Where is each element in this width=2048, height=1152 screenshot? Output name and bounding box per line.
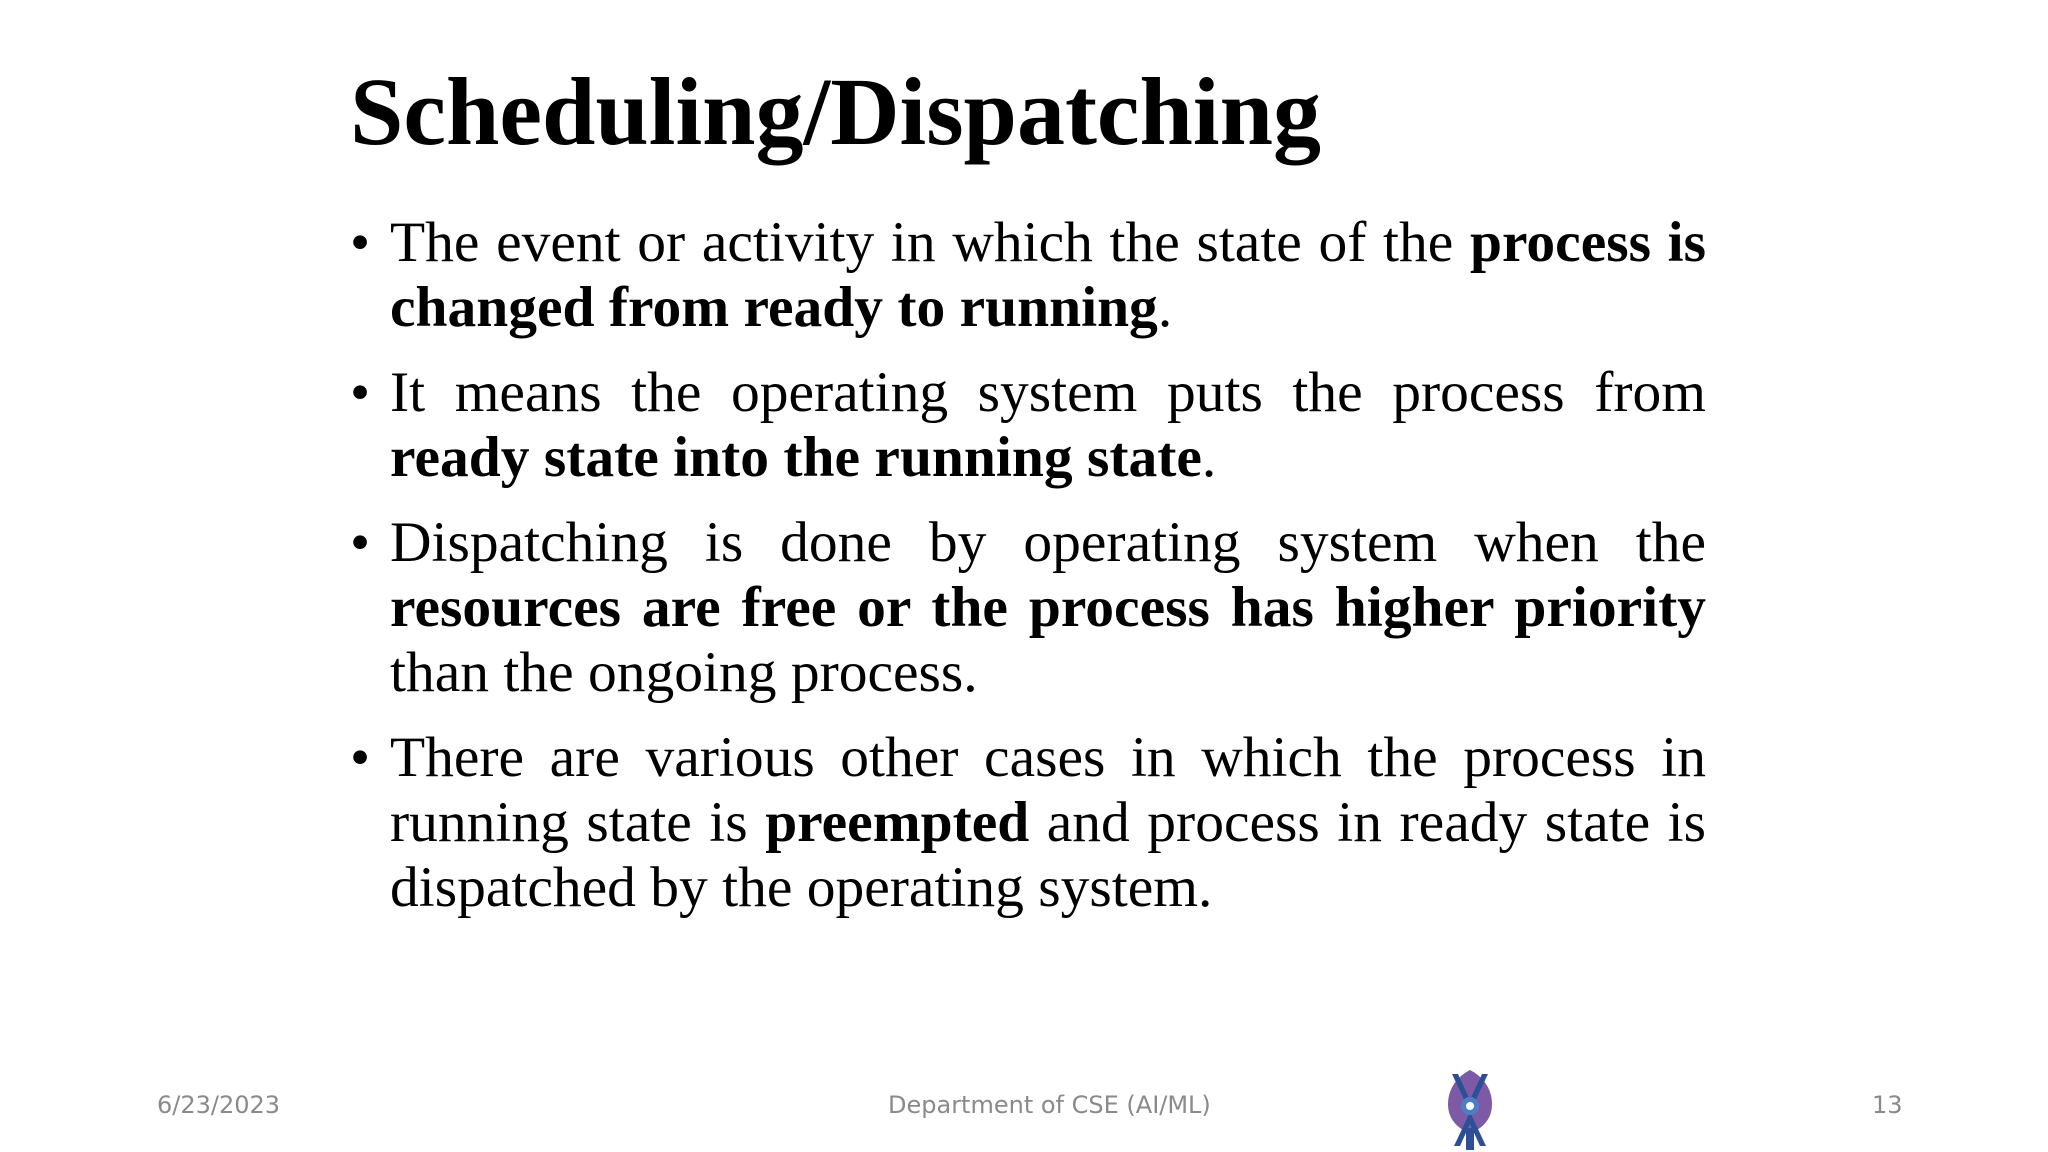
bullet-list xyxy=(350,210,1706,940)
bullet-bold-run: process is changed from ready to running xyxy=(390,211,1706,339)
bullet-text-run: The event or activity in which the state of the xyxy=(390,211,1470,274)
bullet-item xyxy=(350,360,1706,490)
bullet-text-run: Dispatching is done by operating system when the xyxy=(390,511,1706,574)
bullet-marker: • xyxy=(350,511,371,574)
bullet-bold-run: ready state into the running state xyxy=(390,426,1202,489)
bullet-text xyxy=(390,361,1706,489)
bullet-text xyxy=(390,211,1706,339)
bullet-text-run: and process in ready state is dispatched by the operating system. xyxy=(390,791,1706,919)
bullet-item xyxy=(350,210,1706,340)
bullet-text-run: . xyxy=(1201,426,1217,489)
footer-department: Department of CSE (AI/ML) xyxy=(888,1091,1211,1119)
bullet-bold-run: preempted xyxy=(765,791,1030,854)
institution-logo-icon xyxy=(1444,1068,1496,1152)
bullet-bold-run: resources are free or the process has higher priority xyxy=(390,576,1706,639)
slide-number: 13 xyxy=(1872,1091,1903,1119)
bullet-marker: • xyxy=(350,726,371,789)
bullet-item xyxy=(350,725,1706,920)
bullet-text xyxy=(390,511,1706,704)
bullet-text xyxy=(390,726,1706,919)
bullet-text-run: . xyxy=(1157,276,1173,339)
bullet-text-run: There are various other cases in which the process in running state is xyxy=(390,726,1706,854)
slide-title: Scheduling/Dispatching xyxy=(350,58,1321,165)
bullet-text-run: It means the operating system puts the process from xyxy=(390,361,1706,424)
footer-date: 6/23/2023 xyxy=(157,1091,281,1119)
bullet-item xyxy=(350,510,1706,705)
bullet-marker: • xyxy=(350,211,371,274)
bullet-marker: • xyxy=(350,361,371,424)
bullet-text-run: than the ongoing process. xyxy=(390,641,978,704)
